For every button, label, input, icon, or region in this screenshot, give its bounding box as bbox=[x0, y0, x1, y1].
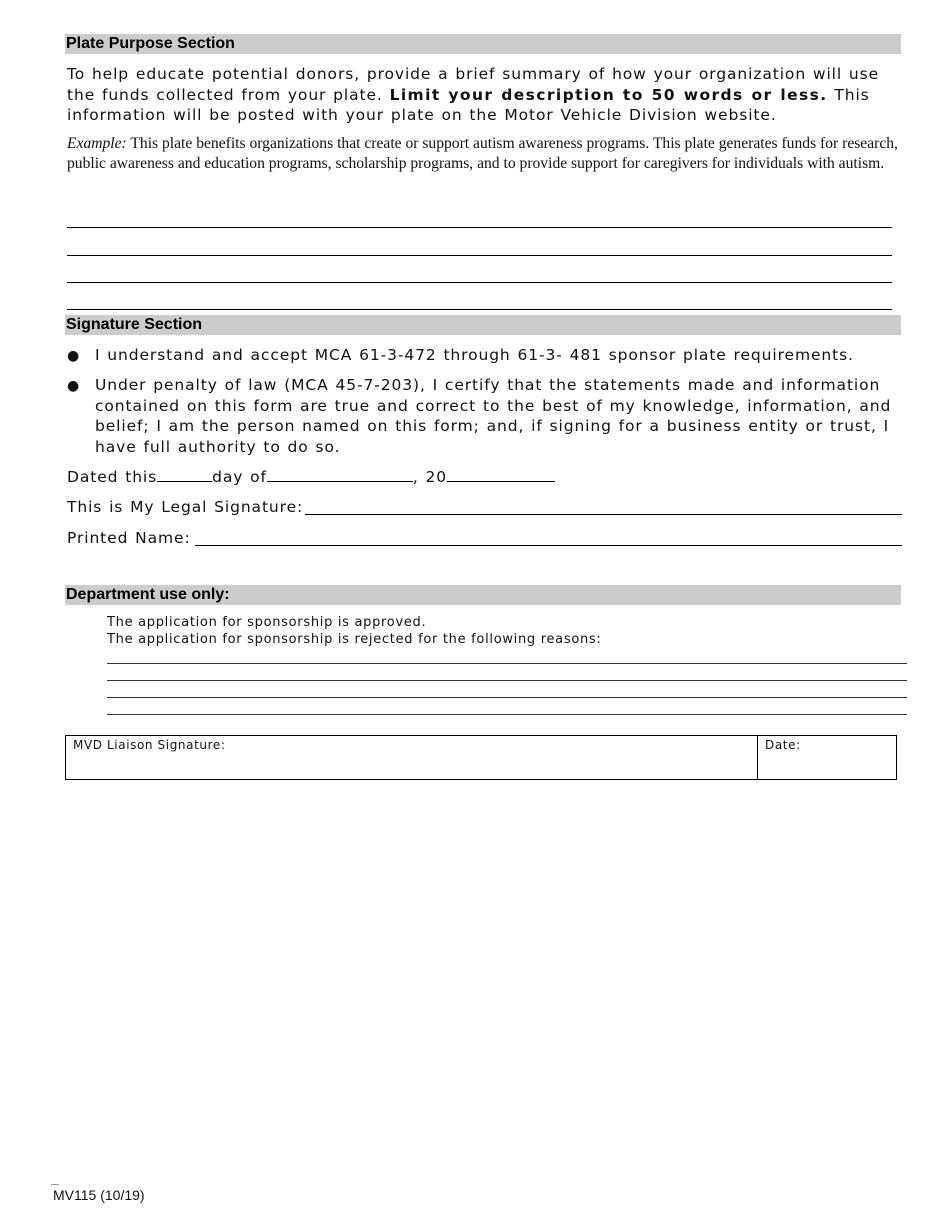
certification-statement: Under penalty of law (MCA 45-7-203), I certify that the statements made and information contained on this form are true and correct to the best of my knowledge, information, and belief; I am the person named on this form; and, if signing for a business entity or trust, I have full authority to do so. bbox=[95, 376, 892, 457]
legal-signature-row bbox=[67, 497, 303, 517]
bullet-icon: ● bbox=[67, 348, 80, 364]
printed-name-label: Printed Name: bbox=[67, 529, 191, 547]
approved-option: The application for sponsorship is approved. bbox=[107, 615, 427, 630]
printed-name-field[interactable] bbox=[195, 545, 902, 546]
description-line-3[interactable] bbox=[67, 282, 892, 283]
instructions-text-start: To help educate potential donors, provide a brief summary of how your organization will use the funds collected from your plate. bbox=[67, 65, 880, 104]
signature-section-header: Signature Section bbox=[65, 315, 901, 335]
instructions-text-end: This information will be posted with your plate on the Motor Vehicle Division website. bbox=[67, 85, 870, 124]
dated-this-label: Dated this bbox=[67, 468, 158, 486]
word-limit-note: Limit your description to 50 words or less. bbox=[389, 85, 828, 104]
footer-mark bbox=[51, 1184, 59, 1185]
printed-name-row bbox=[67, 528, 191, 548]
year-field[interactable] bbox=[447, 467, 555, 482]
liaison-signature-box bbox=[65, 735, 897, 780]
department-use-header: Department use only: bbox=[65, 585, 901, 605]
rejected-option: The application for sponsorship is rejected for the following reasons: bbox=[107, 632, 602, 647]
description-line-2[interactable] bbox=[67, 255, 892, 256]
rejection-reason-line-3[interactable] bbox=[107, 697, 907, 698]
rejection-reason-line-1[interactable] bbox=[107, 663, 907, 664]
example-paragraph bbox=[67, 134, 899, 174]
example-label: Example: bbox=[67, 135, 127, 152]
year-prefix: , 20 bbox=[412, 468, 448, 486]
legal-signature-field[interactable] bbox=[305, 514, 902, 515]
day-field[interactable] bbox=[157, 467, 212, 482]
bullet-icon: ● bbox=[67, 378, 80, 394]
example-text: This plate benefits organizations that create or support autism awareness programs. This plate generates funds for research, public awareness and education programs, scholarship programs, and to provide support for caregivers for individuals with autism. bbox=[67, 135, 898, 172]
rejection-reason-line-4[interactable] bbox=[107, 714, 907, 715]
plate-purpose-header: Plate Purpose Section bbox=[65, 34, 901, 54]
liaison-date-label: Date: bbox=[765, 738, 801, 752]
month-field[interactable] bbox=[267, 467, 413, 482]
day-of-label: day of bbox=[212, 468, 267, 486]
plate-purpose-instructions bbox=[67, 64, 897, 126]
dated-line bbox=[67, 467, 555, 487]
requirements-statement: I understand and accept MCA 61-3-472 through 61-3- 481 sponsor plate requirements. bbox=[95, 346, 854, 364]
rejection-reason-line-2[interactable] bbox=[107, 680, 907, 681]
description-line-4[interactable] bbox=[67, 309, 892, 310]
form-id: MV115 (10/19) bbox=[53, 1187, 145, 1203]
description-line-1[interactable] bbox=[67, 227, 892, 228]
liaison-signature-label: MVD Liaison Signature: bbox=[73, 738, 226, 752]
legal-signature-label: This is My Legal Signature: bbox=[67, 498, 304, 516]
